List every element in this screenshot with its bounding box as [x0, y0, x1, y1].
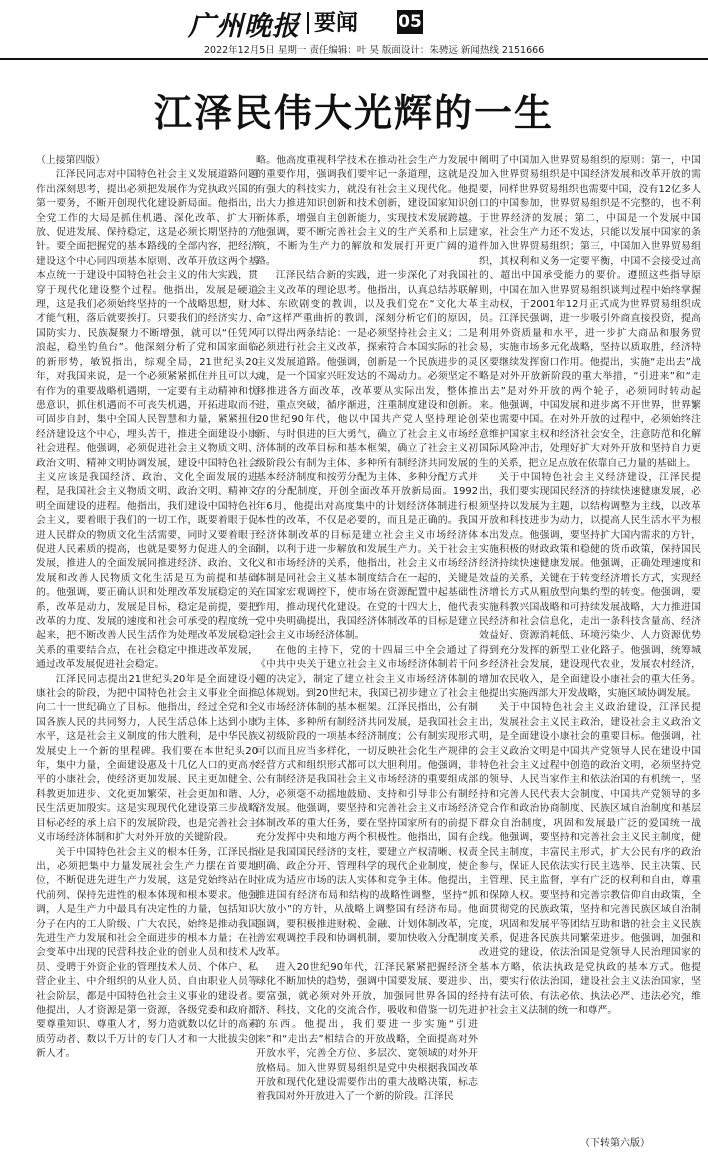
article-paragraph: 关于中国特色社会主义经济建设，江泽民提出，我们要实现国民经济的持续快速健康发展，必须坚持以发展为主题，以结构调整为主线，以改革开放和科技进步为动力，以提高人民生活水平为根本出发点。他强调，要坚持扩大国内需求的方针，实施积极的财政政策和稳健的货币政策，保持国民经济持续快速健康发展。他强调，正确处理速度和效益的关系，关键在于转变经济增长方式，实现经济增长方式从粗放型向集约型的转变。他强调，要实施科教兴国战略和可持续发展战略，大力推进国民经济和社会信息化，走出一条科技含量高、经济效益好、资源消耗低、环境污染少、人力资源优势得到充分发挥的新型工业化路子。他强调，统筹城乡经济社会发展，建设现代农业，发展农村经济，增加农民收入，是全面建设小康社会的重大任务。他提出实施西部大开发战略，实施区域协调发展。: [479, 471, 701, 700]
continued-on-tag: （下转第六版）: [580, 1138, 650, 1149]
article-paragraph: 江泽民同志提出21世纪头20年是全面建设小康社会的阶段，为把中国特色社会主义事业全面推向二十一世纪确立了目标。他指出，经过全党和全国各族人民的共同努力，人民生活总体上达到小康水平，这是社会主义制度的伟大胜利，是中华民族发展史上一个新的里程碑。我们要在本世纪头20年，集中力量，全面建设惠及十几亿人口的更高水平的小康社会，使经济更加发展、民主更加健全、科教更加进步、文化更加繁荣、社会更加和谐、人民生活更加殷实。这是实现现代化建设第三步战略目标必经的承上启下的发展阶段，也是完善社会主义市场经济体制和扩大对外开放的关键阶段。: [36, 673, 258, 844]
newspaper-logo[interactable]: 广州晚报: [188, 11, 300, 42]
article-paragraph: 略。他高度重视科学技术在推动社会生产力发展中的重要作用，强调我们要牢记一条道理，这就是没有强大的科技实力，就没有社会主义现代化。他提出大力推进知识创新和技术创新，建设国家知识创新体系，增强自主创新能力，实现技术发展跨越。他强调，要不断完善社会主义的生产关系和上层建筑，不断为生产力的解放和发展打开更广阔的道路。: [256, 155, 478, 267]
article-paragraph: 江泽民结合新的实践，进一步深化了对我国社会主义改革的理论思考。他指出，认真总结苏联解体、东欧剧变的教训，以及我们党在“文化大革命”这样严重曲折的教训，深刻分析它们的原因，可以得出两条结论：一是必须坚持社会主义；二是必须进行社会主义改革，探索符合本国实际的社会主义发展道路。他强调，创新是一个民族进步的灵魂，是一个国家兴旺发达的不竭动力。必须坚定不移推进各方面改革，改革要从实际出发，整体推进，重点突破，循序渐进，注重制度建设和创新。20世纪90年代，他以中国共产党人坚持理论创新、与时俱进的巨大勇气，确立了社会主义市场经济体制的改革目标和基本框架，确立了社会主义初级阶段公有制为主体、多种所有制经济共同发展的基本经济制度和按劳分配为主体、多种分配方式并存的分配制度，开创全面改革开放新局面。1992年6月，他提出对高度集中的计划经济体制进行根本性的改革，不仅是必要的，而且是正确的。我国经济体制改革的目标是建立社会主义市场经济体制，以利于进一步解放和发展生产力。关于社会主义和市场经济的关系，他指出，社会主义市场经济体制是同社会主义基本制度结合在一起的，关键是在国家宏观调控下，使市场在资源配置中起基础性作用，推动现代化建设。在党的十四大上，他代表党中央明确提出，我国经济体制改革的目标是建立社会主义市场经济体制。: [256, 270, 478, 642]
article-paragraph: 在他的主持下，党的十四届三中全会通过了《中共中央关于建立社会主义市场经济体制若干问题的决定》，制定了建立社会主义市场经济体制的总体规划。到20世纪末，我国已初步建立了社会主义市场经济体制的基本框架。江泽民指出，公有制为主体、多种所有制经济共同发展，是我国社会主义初级阶段的一项基本经济制度；公有制实现形式可以而且应当多样化，一切反映社会化生产规律的经营方式和组织形式都可以大胆利用。他强调，非公有制经济是我国社会主义市场经济的重要组成部分，必须毫不动摇地鼓励、支持和引导非公有制经济发展。他强调，要坚持和完善社会主义市场经济体制改革的重大任务，要在坚持国家所有的前提下充分发挥中央和地方两个积极性。他指出，国有企业是我国国民经济的支柱，要建立产权清晰、权责明确、政企分开、管理科学的现代企业制度，使企业成为适应市场的法人实体和竞争主体。他提出，推进国有经济布局和结构的战略性调整，坚持“抓大放小”的方针，从战略上调整国有经济布局。他强调，要积极推进财税、金融、计划体制改革，完善宏观调控手段和协调机制，要加快收入分配制度改革。: [256, 644, 478, 959]
article-column-3: [479, 154, 701, 1150]
article-paragraph: 阐明了中国加入世界贸易组织的原则：第一，中国加入世界贸易组织是中国经济发展和改革开放的需要，同样世界贸易组织也需要中国，没有12亿多人口的中国参加，世界贸易组织是不完整的，也不利于世界经济的发展；第二，中国是一个发展中国家，社会生产力还不发达，只能以发展中国家的条件加入世界贸易组织；第三，中国加入世界贸易组织，其权利和义务一定要平衡，中国不会接受过高的、超出中国承受能力的要价。遵照这些指导原则，中国在加入世界贸易组织谈判过程中始终掌握主动权，于2001年12月正式成为世界贸易组织成员。江泽民强调，进一步吸引外商直接投资，提高利用外资质量和水平，进一步扩大商品和服务贸易，实施市场多元化战略，坚持以质取胜，经济特区要继续发挥窗口作用。他提出，实施“走出去”战略是对外开放新阶段的重大举措，“引进来”和“走出去”是对外开放的两个轮子，必须同时转动起来。他强调，中国发展和进步离不开世界，世界繁荣也需要中国。在对外开放的过程中，必须始终注意维护国家主权和经济社会安全，注意防范和化解国际风险冲击，处理好扩大对外开放和坚持自力更生的关系，把立足点放在依靠自己力量的基础上。: [479, 155, 701, 469]
article-paragraph: 进入20世纪90年代，江泽民紧紧把握经济全球化不断加快的趋势，强调中国要发展、要进步、要富强，就必须对外开放，加强同世界各国的经济、科技、文化的交流合作，吸收和借鉴一切先进的东西。他提出，我们要进一步实施“引进来”和“走出去”相结合的开放战略，全面提高对外开放水平，完善全方位、多层次、宽领域的对外开放格局。加入世界贸易组织是党中央根据我国改革开放和现代化建设需要作出的重大战略决策，标志着我国对外开放进入了一个新的阶段。江泽民: [256, 961, 478, 1103]
masthead: [0, 0, 708, 64]
page-number-badge: 05: [398, 12, 422, 32]
masthead-rule: [0, 58, 708, 60]
article-paragraph: 关于中国特色社会主义政治建设，江泽民提出，发展社会主义民主政治，建设社会主义政治文明，是全面建设小康社会的重要目标。他强调，社会主义政治文明是中国共产党领导人民在建设中国特色社会主义过程中创造的政治文明，必须坚持党的领导、人民当家作主和依法治国的有机统一，坚持和完善人民代表大会制度、中国共产党领导的多党合作和政治协商制度、民族区域自治制度和基层群众自治制度，巩固和发展最广泛的爱国统一战线。他强调，要坚持和完善社会主义民主制度，健全民主制度，丰富民主形式，扩大公民有序的政治参与，保证人民依法实行民主选举、民主决策、民主管理、民主监督，享有广泛的权利和自由，尊重和保障人权。要坚持和完善宗教信仰自由政策，全面贯彻党的民族政策，坚持和完善民族区域自治制度，巩固和发展平等团结互助和谐的社会主义民族关系，促进各民族共同繁荣进步。他强调，加强和改进党的建设，依法治国是党领导人民治理国家的基本方略，依法执政是党执政的基本方式。他提出，要实行依法治国，建设社会主义法治国家，坚持有法可依、有法必依、执法必严、违法必究，维护社会主义法制的统一和尊严。: [479, 702, 701, 1016]
article-paragraph: 江泽民同志对中国特色社会主义发展道路问题作出深刻思考，提出必须把发展作为党执政兴国的第一要务，不断开创现代化建设新局面。他指出，全党工作的大局是抓住机遇、深化改革、扩大开放、促进发展、保持稳定，这是必须长期坚持的方针。要全面把握党的基本路线的全部内容，把经济建设这个中心同四项基本原则、改革开放这两个基本点统一于建设中国特色社会主义的伟大实践，贯穿于现代化建设整个过程。他指出，发展是硬道理，这是我们必须始终坚持的一个战略思想，财大才能气粗，落后就要挨打。只要我们的经济实力、国防实力、民族凝聚力不断增强，就可以“任凭风浪起，稳坐钓鱼台”。他深刻分析了党和国家面临的新形势，敏锐指出，综观全局，21世纪头20年，对我国来说，是一个必须紧紧抓住并且可以大有作为的重要战略机遇期，一定要有主动精神和忧患意识，抓住机遇而不可丧失机遇，开拓进取而不可固步自封，集中全国人民智慧和力量，紧紧扭住经济建设这个中心，埋头苦干，推进全面建设小康社会进程。他强调，必须促进社会主义物质文明、政治文明、精神文明协调发展，建设中国特色社会主义应该是我国经济、政治、文化全面发展的进程，是我国社会主义物质文明、政治文明、精神文明全面建设的进程。他指出，我们建设中国特色社会主义，要着眼于我们的一切工作，既要着眼于促进人民群众的物质文化生活需要，同时又要着眼于促进人民素质的提高，也就是要努力促进人的全面发展，推进人的全面发展同推进经济、政治、文化发展和改善人民物质文化生活是互为前提和基础的。他强调，要正确认识和处理改革发展稳定的关系，改革是动力，发展是目标，稳定是前提，要把改革的力度、发展的速度和社会可承受的程度统一起来，把不断改善人民生活作为处理改革发展稳定关系的重要结合点，在社会稳定中推进改革发展，通过改革发展促进社会稳定。: [36, 169, 258, 671]
section-title: 要闻: [314, 11, 359, 36]
issue-info-line: 2022年12月5日 星期一 责任编辑：叶 昊 版面设计：朱骋远 新闻热线 2151666: [204, 45, 545, 56]
continued-from-tag: （上接第四版）: [36, 155, 106, 166]
article-column-1: [36, 154, 258, 1150]
article-headline: 江泽民伟大光辉的一生: [153, 91, 554, 135]
masthead-divider: [307, 12, 309, 34]
article-column-2: [256, 154, 478, 1150]
article-paragraph: 关于中国特色社会主义的根本任务，江泽民指出，必须把集中力量发展社会生产力摆在首要地位，不断促进先进生产力发展，这是党始终站在时代前列、保持先进性的根本体现和根本要求。他强调，人是生产力中最具有决定性的力量，包括知识分子在内的工人阶级、广大农民，始终是推动我国先进生产力发展和社会全面进步的根本力量；在社会变革中出现的民营科技企业的创业人员和技术人员、受聘于外资企业的管理技术人员、个体户、私营企业主、中介组织的从业人员、自由职业人员等社会阶层，都是中国特色社会主义事业的建设者。他提出，人才资源是第一资源，各级党委和政府都要尊重知识、尊重人才，努力造就数以亿计的高素质劳动者、数以千万计的专门人才和一大批拔尖创新人才。: [36, 846, 258, 1060]
